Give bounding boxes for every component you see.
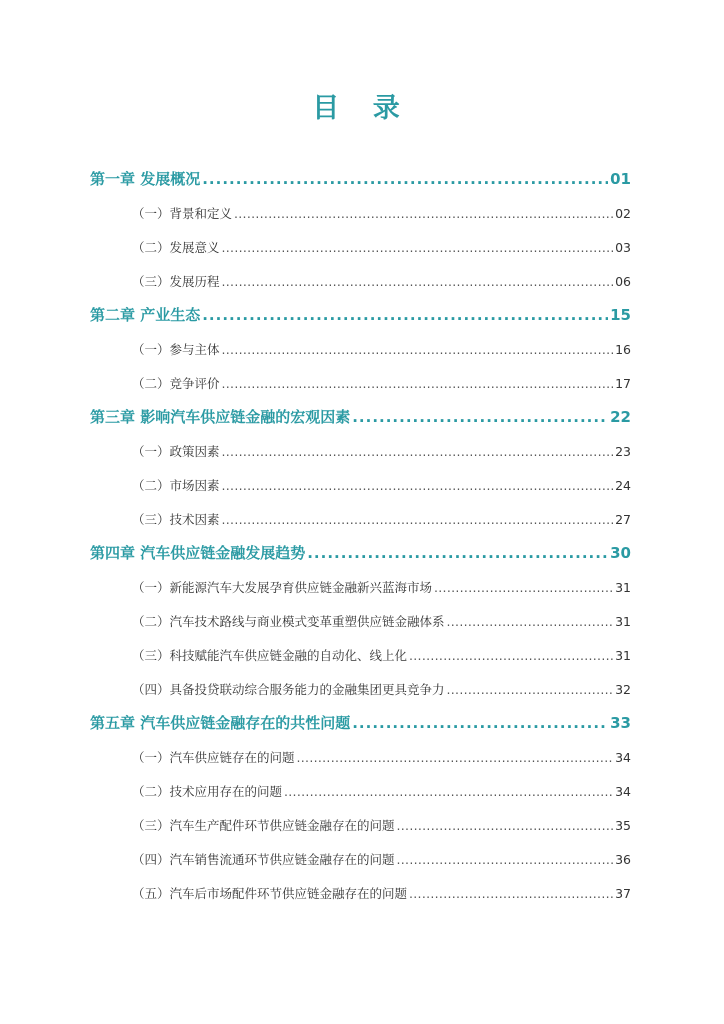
toc-page-number: 01 bbox=[610, 170, 631, 188]
leader-dots bbox=[202, 170, 608, 188]
toc-page-number: 34 bbox=[615, 784, 631, 799]
toc-page-number: 34 bbox=[615, 750, 631, 765]
leader-dots bbox=[222, 444, 614, 459]
toc-chapter-3[interactable] bbox=[90, 406, 631, 427]
leader-dots bbox=[397, 852, 614, 867]
toc-page-number: 03 bbox=[615, 240, 631, 255]
toc-page-number: 33 bbox=[610, 714, 631, 732]
toc-entry-label: 第一章 发展概况 bbox=[90, 170, 201, 188]
toc-entry-label: （三）汽车生产配件环节供应链金融存在的问题 bbox=[132, 818, 395, 833]
toc-page-number: 23 bbox=[615, 444, 631, 459]
toc-entry-label: （二）发展意义 bbox=[132, 240, 220, 255]
toc-chapter-5[interactable] bbox=[90, 712, 631, 733]
toc-entry-label: （二）技术应用存在的问题 bbox=[132, 784, 283, 799]
toc-page-number: 24 bbox=[615, 478, 631, 493]
toc-page-number: 22 bbox=[610, 408, 631, 426]
toc-entry-label: （二）市场因素 bbox=[132, 478, 220, 493]
leader-dots bbox=[397, 818, 614, 833]
toc-section-5-5[interactable] bbox=[132, 884, 631, 902]
leader-dots bbox=[234, 206, 613, 221]
toc-section-1-3[interactable] bbox=[132, 272, 631, 290]
leader-dots bbox=[222, 274, 614, 289]
toc-entry-label: （二）竞争评价 bbox=[132, 376, 220, 391]
toc-chapter-4[interactable] bbox=[90, 542, 631, 563]
toc-section-5-2[interactable] bbox=[132, 782, 631, 800]
toc-chapter-1[interactable] bbox=[90, 168, 631, 189]
toc-section-4-4[interactable] bbox=[132, 680, 631, 698]
toc-page-number: 31 bbox=[615, 648, 631, 663]
leader-dots bbox=[352, 408, 608, 426]
leader-dots bbox=[447, 614, 614, 629]
toc-section-4-2[interactable] bbox=[132, 612, 631, 630]
toc-page-number: 35 bbox=[615, 818, 631, 833]
toc-section-5-3[interactable] bbox=[132, 816, 631, 834]
toc-chapter-2[interactable] bbox=[90, 304, 631, 325]
toc-entry-label: 第二章 产业生态 bbox=[90, 306, 201, 324]
leader-dots bbox=[222, 240, 614, 255]
leader-dots bbox=[352, 714, 608, 732]
toc-entry-label: （一）背景和定义 bbox=[132, 206, 233, 221]
toc-section-1-2[interactable] bbox=[132, 238, 631, 256]
toc-entry-label: （二）汽车技术路线与商业模式变革重塑供应链金融体系 bbox=[132, 614, 445, 629]
leader-dots bbox=[434, 580, 613, 595]
leader-dots bbox=[222, 478, 614, 493]
toc-entry-label: （三）发展历程 bbox=[132, 274, 220, 289]
toc-entry-label: （四）汽车销售流通环节供应链金融存在的问题 bbox=[132, 852, 395, 867]
toc-page-number: 32 bbox=[615, 682, 631, 697]
toc-section-3-3[interactable] bbox=[132, 510, 631, 528]
toc-entry-label: （一）参与主体 bbox=[132, 342, 220, 357]
toc-entry-label: （三）科技赋能汽车供应链金融的自动化、线上化 bbox=[132, 648, 408, 663]
toc-entry-label: 第三章 影响汽车供应链金融的宏观因素 bbox=[90, 408, 351, 426]
toc-entry-label: （五）汽车后市场配件环节供应链金融存在的问题 bbox=[132, 886, 408, 901]
leader-dots bbox=[284, 784, 613, 799]
toc-section-2-2[interactable] bbox=[132, 374, 631, 392]
leader-dots bbox=[202, 306, 608, 324]
toc-entry-label: （一）新能源汽车大发展孕育供应链金融新兴蓝海市场 bbox=[132, 580, 433, 595]
toc-section-3-2[interactable] bbox=[132, 476, 631, 494]
toc-page-number: 16 bbox=[615, 342, 631, 357]
page-title: 目 录 bbox=[312, 93, 412, 124]
leader-dots bbox=[297, 750, 614, 765]
toc-section-5-1[interactable] bbox=[132, 748, 631, 766]
toc-entry-label: （四）具备投贷联动综合服务能力的金融集团更具竞争力 bbox=[132, 682, 445, 697]
toc-section-5-4[interactable] bbox=[132, 850, 631, 868]
toc-entry-label: 第四章 汽车供应链金融发展趋势 bbox=[90, 544, 306, 562]
leader-dots bbox=[222, 342, 614, 357]
toc-page-number: 31 bbox=[615, 614, 631, 629]
toc-page-number: 37 bbox=[615, 886, 631, 901]
toc-entry-label: （三）技术因素 bbox=[132, 512, 220, 527]
leader-dots bbox=[409, 886, 613, 901]
toc-section-1-1[interactable] bbox=[132, 204, 631, 222]
toc-page-number: 06 bbox=[615, 274, 631, 289]
toc-page-number: 02 bbox=[615, 206, 631, 221]
toc-section-4-1[interactable] bbox=[132, 578, 631, 596]
leader-dots bbox=[222, 512, 614, 527]
leader-dots bbox=[447, 682, 614, 697]
toc-entry-label: 第五章 汽车供应链金融存在的共性问题 bbox=[90, 714, 351, 732]
toc-page-number: 15 bbox=[610, 306, 631, 324]
toc-page-number: 27 bbox=[615, 512, 631, 527]
leader-dots bbox=[307, 544, 608, 562]
toc-page-number: 17 bbox=[615, 376, 631, 391]
leader-dots bbox=[222, 376, 614, 391]
toc-entry-label: （一）汽车供应链存在的问题 bbox=[132, 750, 295, 765]
toc-page-number: 30 bbox=[610, 544, 631, 562]
leader-dots bbox=[409, 648, 613, 663]
toc-section-3-1[interactable] bbox=[132, 442, 631, 460]
toc-section-4-3[interactable] bbox=[132, 646, 631, 664]
toc-entry-label: （一）政策因素 bbox=[132, 444, 220, 459]
toc-page-number: 36 bbox=[615, 852, 631, 867]
toc-page-number: 31 bbox=[615, 580, 631, 595]
toc-section-2-1[interactable] bbox=[132, 340, 631, 358]
